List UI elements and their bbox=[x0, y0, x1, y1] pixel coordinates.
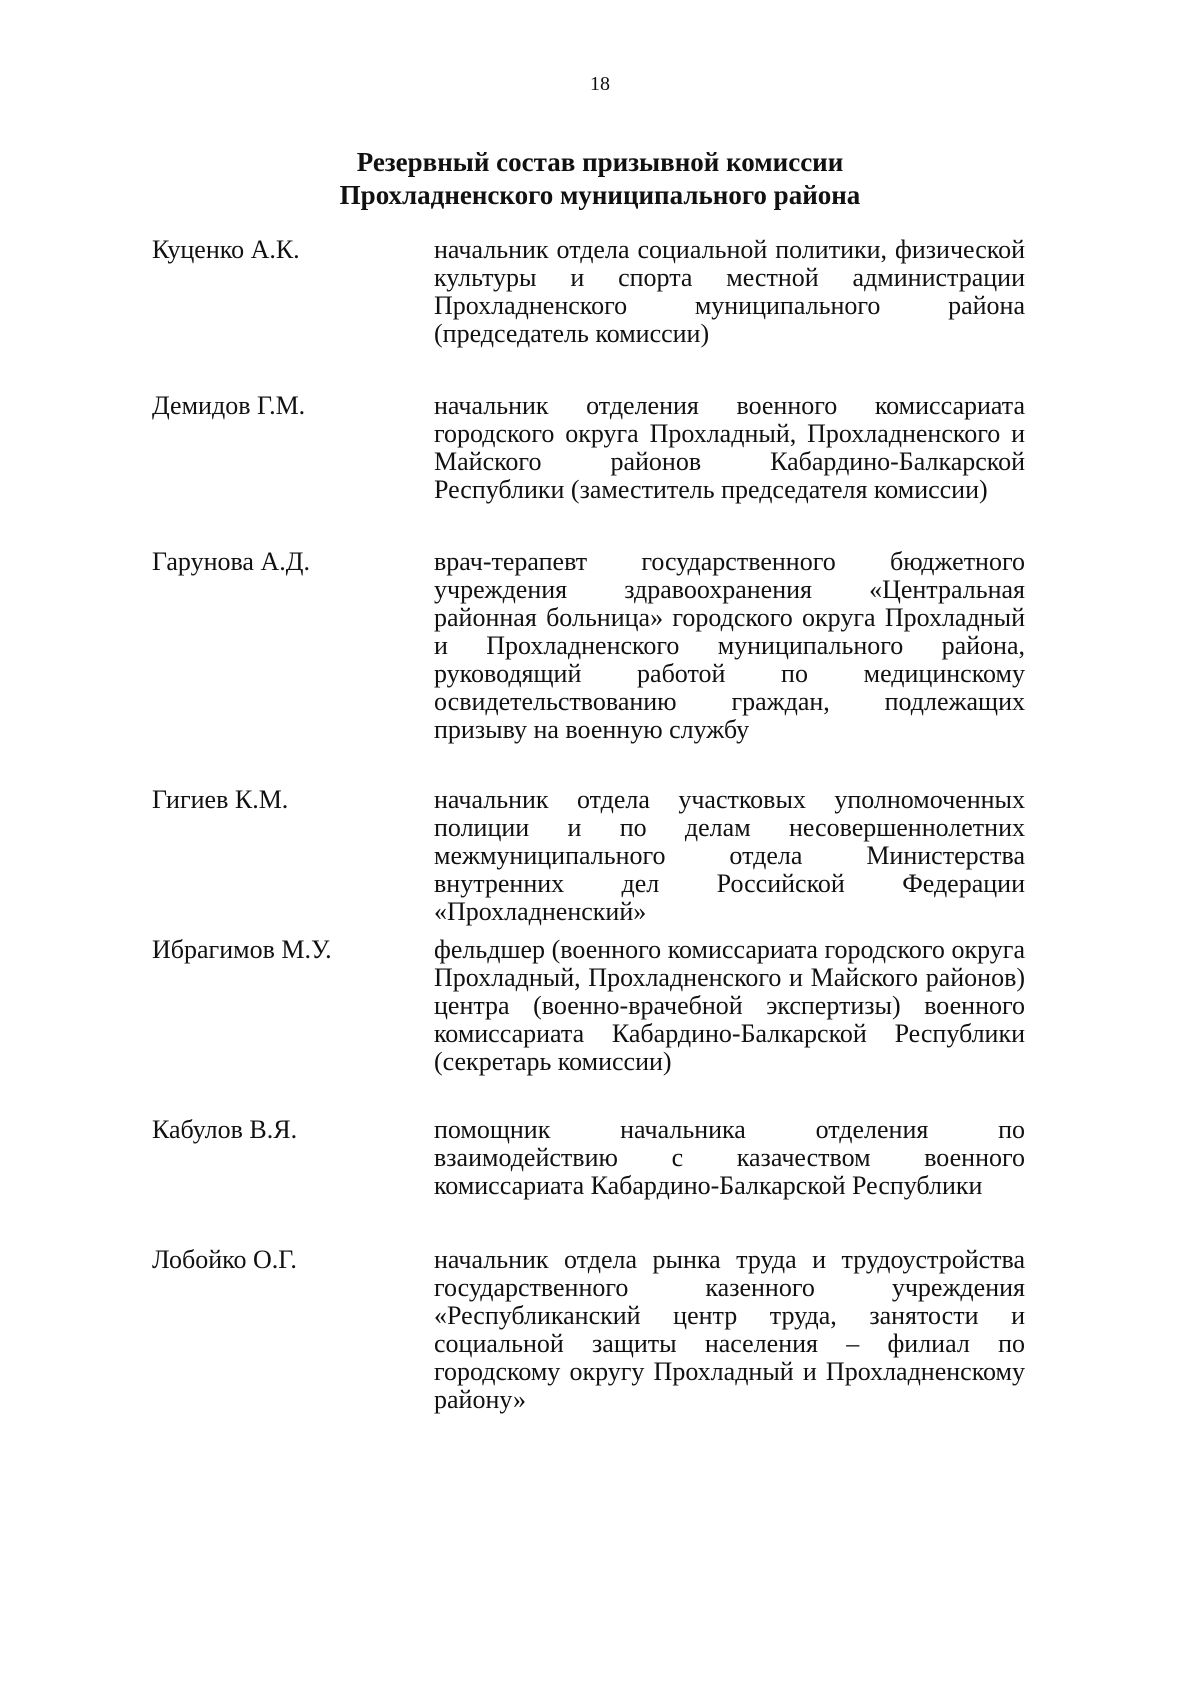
member-role: помощник начальника отделения по взаимодействию с казачеством военного комиссариата Кабардино-Балкарской Республики bbox=[434, 1115, 1025, 1200]
member-role: начальник отдела участковых уполномоченных полиции и по делам несовершеннолетних межмуниципального отдела Министерства внутренних дел Российской Федерации «Прохладненский» bbox=[434, 785, 1025, 926]
member-role: фельдшер (военного комиссариата городского округа Прохладный, Прохладненского и Майского районов) центра (военно-врачебной экспертизы) военного комиссариата Кабардино-Балкарской Республики (секретарь комиссии) bbox=[434, 935, 1025, 1076]
member-name: Демидов Г.М. bbox=[152, 391, 306, 420]
document-title bbox=[100, 146, 1100, 212]
member-name: Кабулов В.Я. bbox=[152, 1115, 298, 1144]
member-name: Лобойко О.Г. bbox=[152, 1245, 297, 1274]
member-name: Куценко А.К. bbox=[152, 235, 300, 264]
member-role: начальник отдела рынка труда и трудоустройства государственного казенного учреждения «Республиканский центр труда, занятости и социальной защиты населения – филиал по городскому округу Прохладный и Прохладненскому району» bbox=[434, 1245, 1025, 1414]
page-number: 18 bbox=[590, 73, 610, 95]
title-line-2: Прохладненского муниципального района bbox=[339, 180, 861, 210]
member-name: Ибрагимов М.У. bbox=[152, 935, 332, 964]
member-name: Гарунова А.Д. bbox=[152, 547, 310, 576]
member-role: начальник отдела социальной политики, физической культуры и спорта местной администрации Прохладненского муниципального района (председатель комиссии) bbox=[434, 235, 1025, 348]
member-role: врач-терапевт государственного бюджетного учреждения здравоохранения «Центральная районная больница» городского округа Прохладный и Прохладненского муниципального района, руководящий работой по медицинскому освидетельствованию граждан, подлежащих призыву на военную службу bbox=[434, 547, 1025, 744]
title-line-1: Резервный состав призывной комиссии bbox=[356, 147, 844, 177]
member-role: начальник отделения военного комиссариата городского округа Прохладный, Прохладненского и Майского районов Кабардино-Балкарской Республики (заместитель председателя комиссии) bbox=[434, 391, 1025, 504]
member-name: Гигиев К.М. bbox=[152, 785, 289, 814]
